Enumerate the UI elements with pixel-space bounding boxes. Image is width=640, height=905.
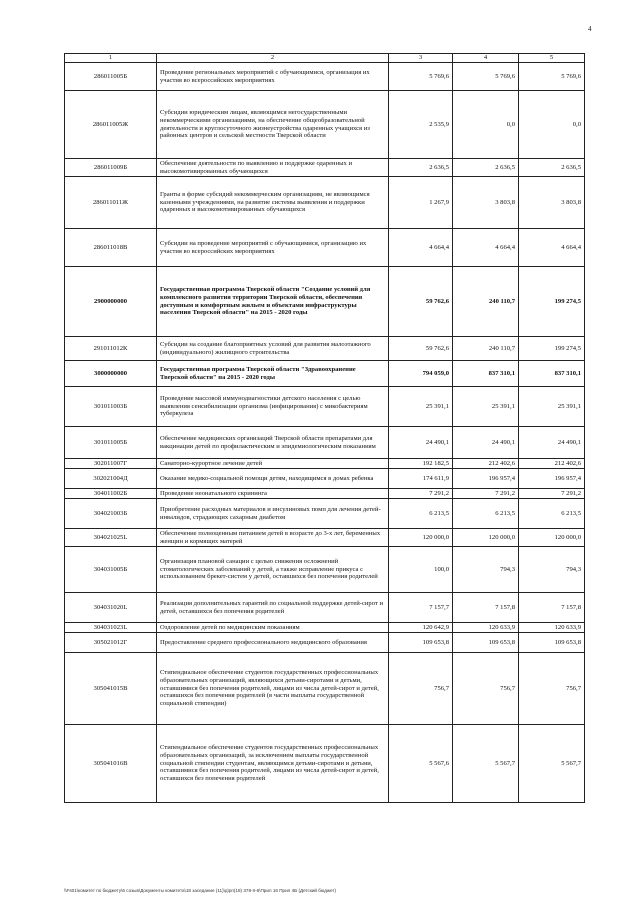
row-value-col3: 5 769,6 xyxy=(389,63,453,91)
file-path-footer: \\Fs01\комитет по бюджету\6 созыв\Документы комитета\18 заседание (11)\д\рп(18) 378-II-6\Прил 16 Прил 4Б (Детский бюджет) xyxy=(64,888,337,893)
table-row xyxy=(65,177,585,229)
row-value-col3: 756,7 xyxy=(389,653,453,725)
row-description: Стипендиальное обеспечение студентов государственных профессиональных образовательных организаций, за исключением выплаты государственной социальной стипендии студентам, являющимся детьми-сиротами и детьми, оставшимися без попечения родителей, лицами из числа детей-сирот и детей, оставшихся без попечения родителей xyxy=(157,725,389,803)
table-row xyxy=(65,547,585,593)
table-row xyxy=(65,91,585,159)
row-code: 286011009Б xyxy=(65,159,157,177)
row-value-col4: 5 769,6 xyxy=(453,63,519,91)
row-value-col5: 196 957,4 xyxy=(519,469,585,489)
row-value-col5: 25 391,1 xyxy=(519,387,585,427)
row-value-col5: 212 402,6 xyxy=(519,459,585,469)
row-description: Оказание медико-социальной помощи детям, находящимся в домах ребенка xyxy=(157,469,389,489)
row-description: Проведение массовой иммунодиагностики детского населения с целью выявления сенсибилизации организма (инфицирования) с микобактериям туберкулеза xyxy=(157,387,389,427)
row-value-col3: 7 157,7 xyxy=(389,593,453,623)
row-description: Приобретение расходных материалов и инсулиновых помп для лечения детей-инвалидов, страдающих сахарным диабетом xyxy=(157,499,389,529)
table-row xyxy=(65,337,585,361)
table-row xyxy=(65,725,585,803)
row-value-col3: 192 182,5 xyxy=(389,459,453,469)
row-value-col4: 109 653,8 xyxy=(453,633,519,653)
row-code: 302011007Г xyxy=(65,459,157,469)
row-value-col3: 59 762,6 xyxy=(389,267,453,337)
row-value-col4: 2 636,5 xyxy=(453,159,519,177)
row-code: 305021012Г xyxy=(65,633,157,653)
row-description: Гранты в форме субсидий некоммерческим организациям, не являющимся казенными учреждениями, на развитие системы выявления и поддержки одаренных и высокомотивированных обучающихся xyxy=(157,177,389,229)
row-value-col5: 5 567,7 xyxy=(519,725,585,803)
row-code: 304011002Б xyxy=(65,489,157,499)
row-code: 304031020L xyxy=(65,593,157,623)
row-value-col5: 120 633,9 xyxy=(519,623,585,633)
row-value-col3: 109 653,8 xyxy=(389,633,453,653)
row-value-col4: 240 110,7 xyxy=(453,267,519,337)
row-value-col5: 3 803,8 xyxy=(519,177,585,229)
row-value-col4: 212 402,6 xyxy=(453,459,519,469)
row-value-col4: 5 567,7 xyxy=(453,725,519,803)
table-row xyxy=(65,63,585,91)
header-col-4: 4 xyxy=(453,54,519,63)
row-value-col4: 120 633,9 xyxy=(453,623,519,633)
row-value-col5: 7 291,2 xyxy=(519,489,585,499)
row-value-col3: 5 567,6 xyxy=(389,725,453,803)
row-value-col5: 7 157,8 xyxy=(519,593,585,623)
budget-table xyxy=(64,53,585,803)
header-col-1: 1 xyxy=(65,54,157,63)
row-description: Субсидии на создание благоприятных условий для развития малоэтажного (индивидуального) жилищного строительства xyxy=(157,337,389,361)
table-row xyxy=(65,529,585,547)
table-row xyxy=(65,229,585,267)
row-code: 304021025L xyxy=(65,529,157,547)
row-value-col3: 1 267,9 xyxy=(389,177,453,229)
page-number: 4 xyxy=(588,25,592,33)
row-code: 301011005Б xyxy=(65,427,157,459)
row-description: Реализация дополнительных гарантий по социальной поддержке детей-сирот и детей, оставшихся без попечения родителей xyxy=(157,593,389,623)
row-value-col5: 109 653,8 xyxy=(519,633,585,653)
row-description: Санаторно-курортное лечение детей xyxy=(157,459,389,469)
row-description: Субсидии юридическим лицам, являющимся негосударственными некоммерческими организациями, на обеспечение общеобразовательной деятельности и круглосуточного жизнеустройства одаренных учащихся из районных центров и сельской местности Тверской области xyxy=(157,91,389,159)
table-row xyxy=(65,469,585,489)
row-value-col4: 6 213,5 xyxy=(453,499,519,529)
row-code: 2900000000 xyxy=(65,267,157,337)
row-description: Предоставление среднего профессионального медицинского образования xyxy=(157,633,389,653)
table-row xyxy=(65,459,585,469)
header-col-3: 3 xyxy=(389,54,453,63)
table-row xyxy=(65,593,585,623)
row-value-col5: 2 636,5 xyxy=(519,159,585,177)
row-value-col4: 794,3 xyxy=(453,547,519,593)
row-description: Обеспечение медицинских организаций Тверской области препаратами для вакцинации детей по профилактическим и эпидемиологическим показаниям xyxy=(157,427,389,459)
table-row xyxy=(65,633,585,653)
row-value-col5: 5 769,6 xyxy=(519,63,585,91)
table-row xyxy=(65,489,585,499)
row-code: 3000000000 xyxy=(65,361,157,387)
row-value-col5: 794,3 xyxy=(519,547,585,593)
row-value-col3: 2 636,5 xyxy=(389,159,453,177)
row-description: Оздоровление детей по медицинским показаниям xyxy=(157,623,389,633)
row-value-col4: 24 490,1 xyxy=(453,427,519,459)
table-header-row xyxy=(65,54,585,63)
table-row xyxy=(65,427,585,459)
row-value-col5: 120 000,0 xyxy=(519,529,585,547)
header-col-2: 2 xyxy=(157,54,389,63)
row-description: Государственная программа Тверской области "Создание условий для комплексного развития территории Тверской области, обеспечения доступным и комфортным жильем и объектами инфраструктуры населения Тверской области" на 2015 - 2020 годы xyxy=(157,267,389,337)
row-description: Проведение неонатального скрининга xyxy=(157,489,389,499)
row-value-col4: 120 000,0 xyxy=(453,529,519,547)
row-value-col5: 24 490,1 xyxy=(519,427,585,459)
header-col-5: 5 xyxy=(519,54,585,63)
row-value-col3: 120 000,0 xyxy=(389,529,453,547)
row-value-col3: 59 762,6 xyxy=(389,337,453,361)
row-value-col5: 756,7 xyxy=(519,653,585,725)
row-value-col5: 199 274,5 xyxy=(519,267,585,337)
row-code: 291011012К xyxy=(65,337,157,361)
row-code: 304031005Б xyxy=(65,547,157,593)
row-code: 286011005Ж xyxy=(65,91,157,159)
row-code: 305041015В xyxy=(65,653,157,725)
row-description: Государственная программа Тверской области "Здравоохранение Тверской области" на 2015 - 2020 годы xyxy=(157,361,389,387)
table-row xyxy=(65,499,585,529)
row-code: 301011003Б xyxy=(65,387,157,427)
row-code: 304021003Б xyxy=(65,499,157,529)
row-code: 304031023L xyxy=(65,623,157,633)
row-value-col4: 3 803,8 xyxy=(453,177,519,229)
row-code: 305041016В xyxy=(65,725,157,803)
row-value-col4: 196 957,4 xyxy=(453,469,519,489)
row-value-col3: 6 213,5 xyxy=(389,499,453,529)
row-value-col5: 4 664,4 xyxy=(519,229,585,267)
row-value-col4: 7 157,8 xyxy=(453,593,519,623)
row-value-col5: 837 310,1 xyxy=(519,361,585,387)
row-value-col5: 199 274,5 xyxy=(519,337,585,361)
row-description: Субсидии на проведение мероприятий с обучающимися, организацию их участия во всероссийских мероприятиях xyxy=(157,229,389,267)
table-row xyxy=(65,159,585,177)
row-value-col3: 2 535,9 xyxy=(389,91,453,159)
row-value-col3: 25 391,1 xyxy=(389,387,453,427)
row-value-col3: 120 642,9 xyxy=(389,623,453,633)
row-description: Организация плановой санации с целью снижения осложнений стоматологических заболеваний у детей, а также исправление прикуса с использованием брекет-систем у детей, оставшихся без попечения родителей xyxy=(157,547,389,593)
row-value-col4: 7 291,2 xyxy=(453,489,519,499)
row-value-col4: 240 110,7 xyxy=(453,337,519,361)
row-description: Обеспечение деятельности по выявлению и поддержке одаренных и высокомотивированных обучающихся xyxy=(157,159,389,177)
row-description: Проведение региональных мероприятий с обучающимися, организация их участия во всероссийских мероприятиях xyxy=(157,63,389,91)
row-code: 286011018В xyxy=(65,229,157,267)
row-description: Обеспечение полноценным питанием детей в возрасте до 3-х лет, беременных женщин и кормящих матерей xyxy=(157,529,389,547)
row-value-col3: 794 059,0 xyxy=(389,361,453,387)
table-row xyxy=(65,267,585,337)
row-value-col4: 25 391,1 xyxy=(453,387,519,427)
table-row xyxy=(65,387,585,427)
row-value-col4: 837 310,1 xyxy=(453,361,519,387)
row-code: 286011005Б xyxy=(65,63,157,91)
row-code: 286011011Ж xyxy=(65,177,157,229)
row-value-col3: 4 664,4 xyxy=(389,229,453,267)
row-value-col4: 756,7 xyxy=(453,653,519,725)
table-row xyxy=(65,361,585,387)
row-value-col4: 4 664,4 xyxy=(453,229,519,267)
row-value-col5: 0,0 xyxy=(519,91,585,159)
table-row xyxy=(65,653,585,725)
row-value-col4: 0,0 xyxy=(453,91,519,159)
row-value-col3: 24 490,1 xyxy=(389,427,453,459)
row-code: 302021004Д xyxy=(65,469,157,489)
row-value-col5: 6 213,5 xyxy=(519,499,585,529)
row-description: Стипендиальное обеспечение студентов государственных профессиональных образовательных организаций, являющихся детьми-сиротами и детьми, оставшимися без попечения родителей, лицами из числа детей-сирот и детей, оставшихся без попечения родителей (в части выплаты государственной социальной стипендии) xyxy=(157,653,389,725)
row-value-col3: 174 611,9 xyxy=(389,469,453,489)
row-value-col3: 7 291,2 xyxy=(389,489,453,499)
table-row xyxy=(65,623,585,633)
row-value-col3: 100,0 xyxy=(389,547,453,593)
